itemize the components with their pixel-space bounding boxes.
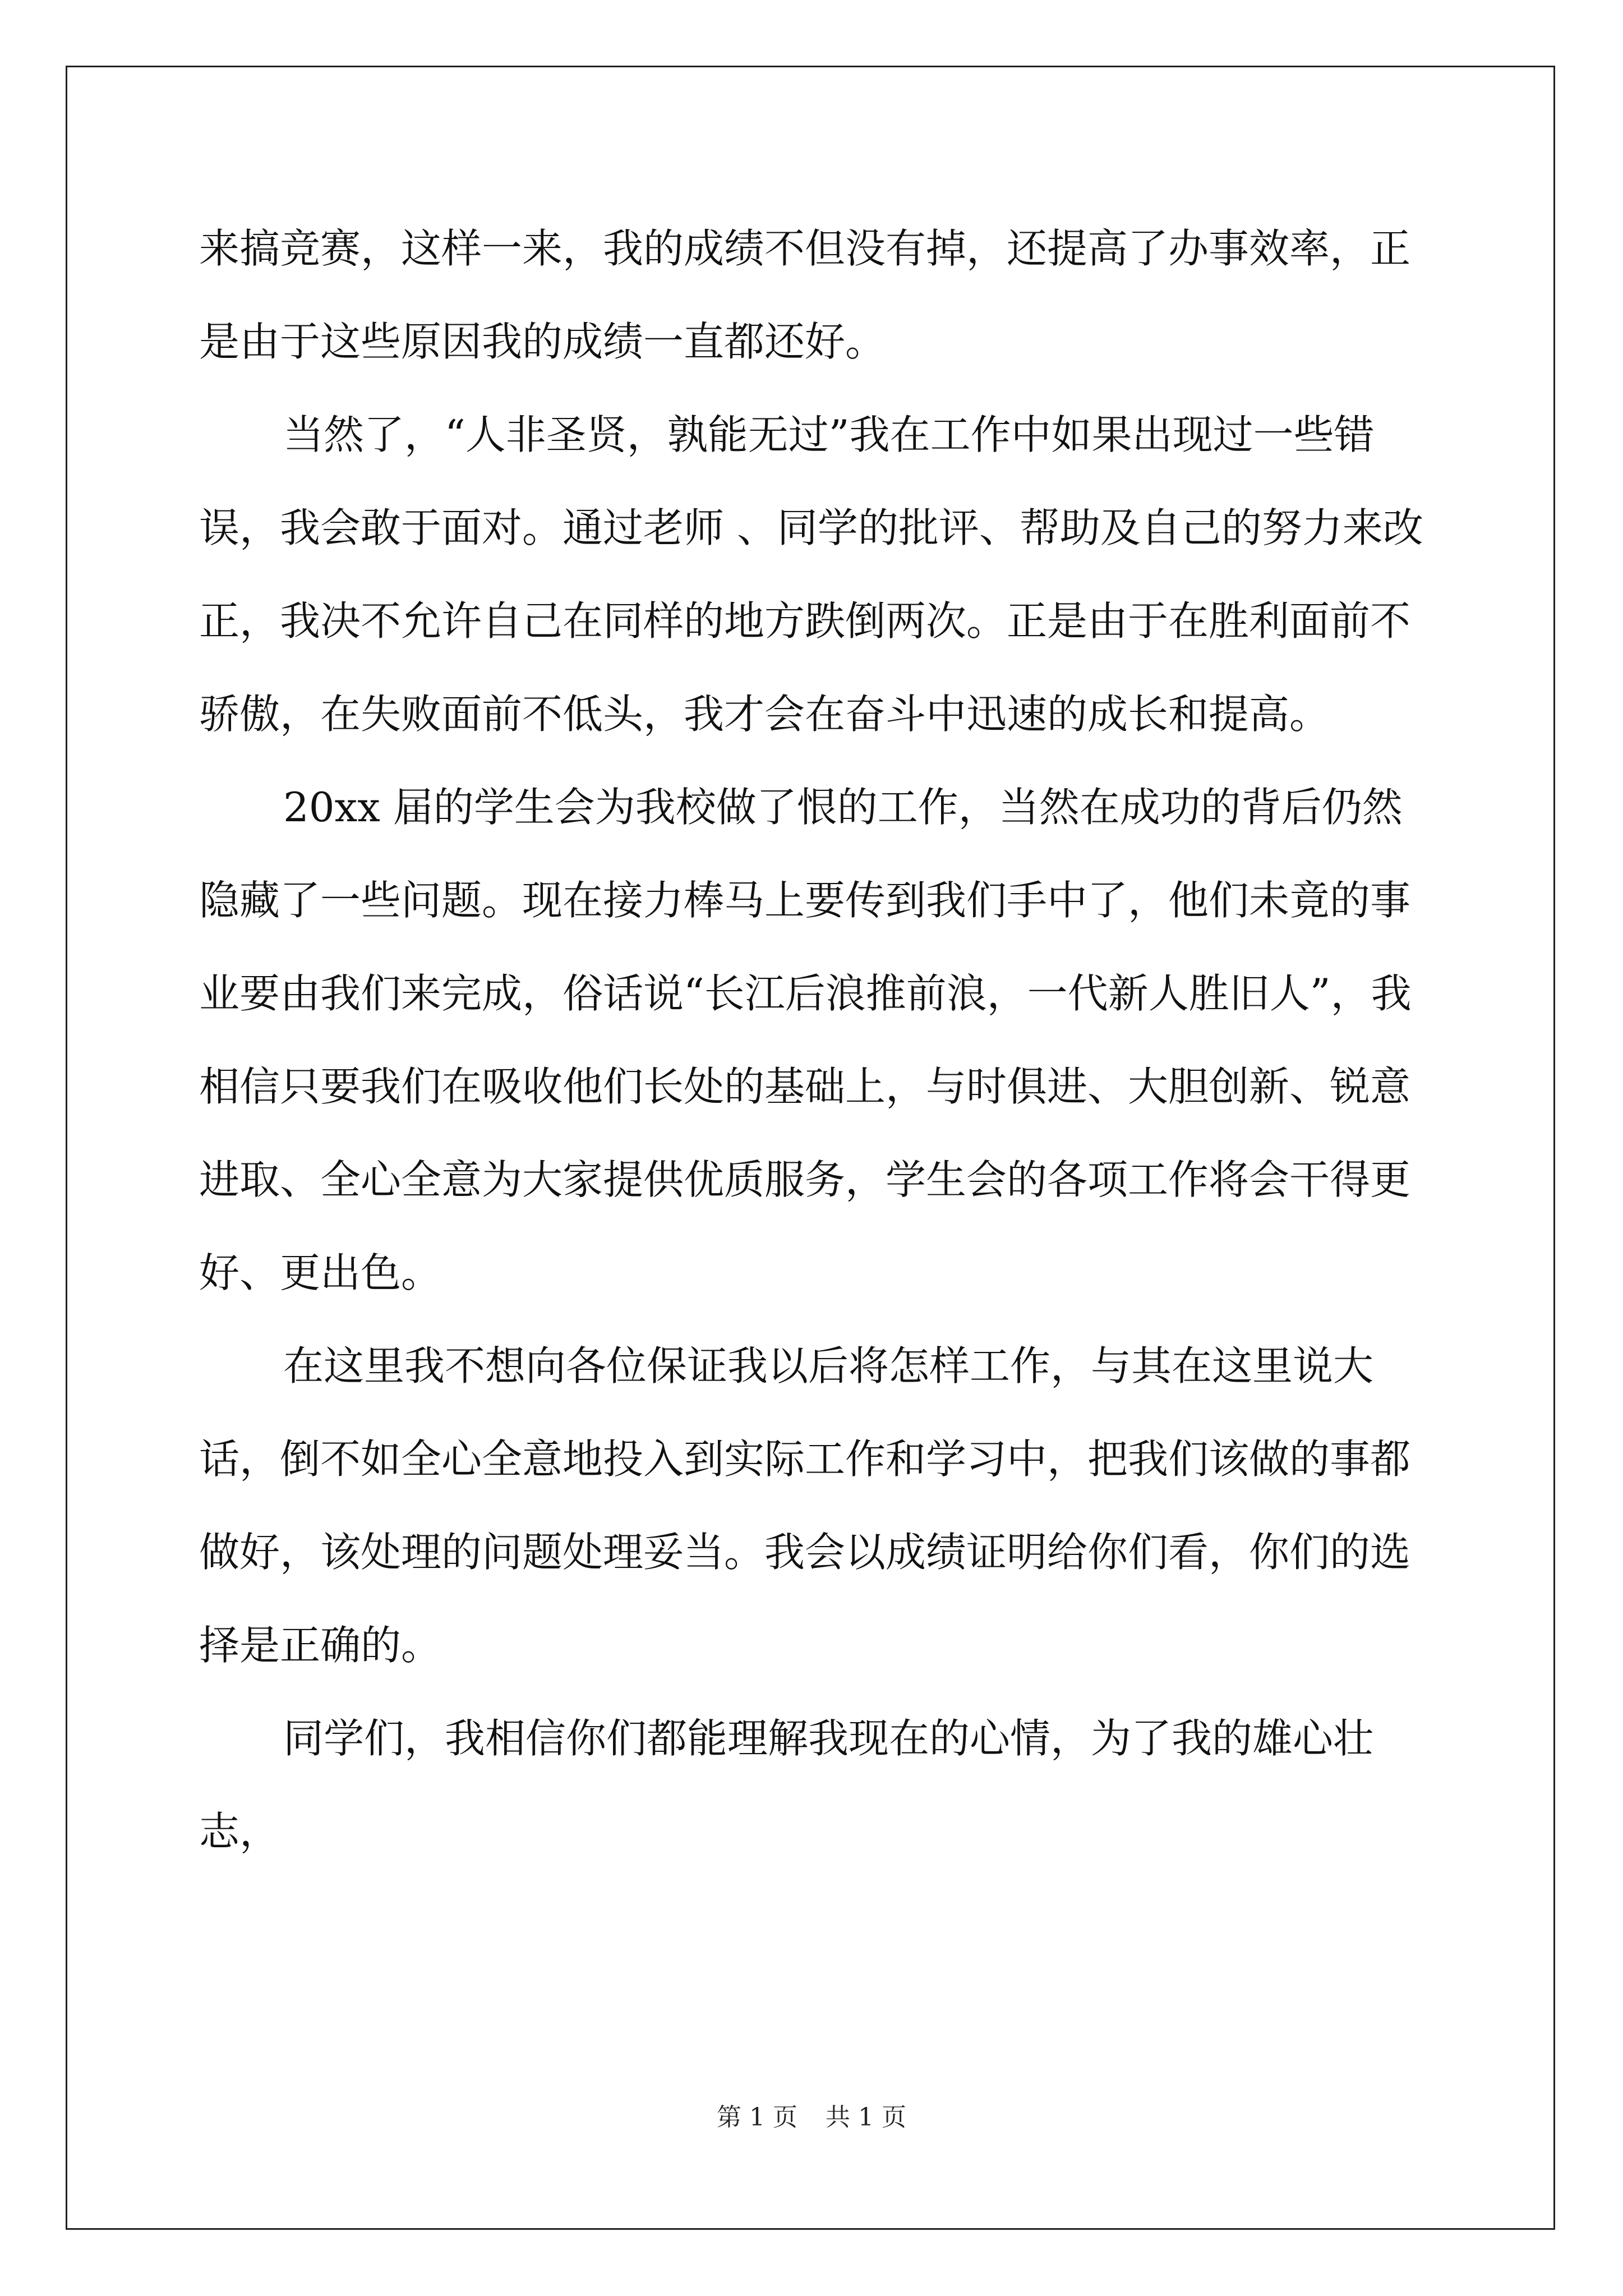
paragraph-4: 在这里我不想向各位保证我以后将怎样工作，与其在这里说大话，倒不如全心全意地投入到实际工作和学习中，把我们该做的事都做好，该处理的问题处理妥当。我会以成绩证明给你们看，你们的选择是正确的。 — [199, 1342, 1411, 1669]
paragraph-5: 同学们，我相信你们都能理解我现在的心情，为了我的雄心壮志， — [199, 1715, 1374, 1855]
page-footer — [0, 2101, 1623, 2134]
page-number: 第 1 页 — [717, 2103, 797, 2132]
paragraph-1: 来搞竞赛，这样一来，我的成绩不但没有掉，还提高了办事效率，正是由于这些原因我的成绩一直都还好。 — [199, 225, 1411, 365]
page-total: 共 1 页 — [826, 2103, 906, 2132]
document-body — [199, 202, 1425, 1878]
paragraph-3: 20xx 届的学生会为我校做了恨的工作，当然在成功的背后仍然隐藏了一些问题。现在接力棒马上要传到我们手中了，他们未竟的事业要由我们来完成，俗话说“长江后浪推前浪，一代新人胜旧人”，我相信只要我们在吸收他们长处的基础上，与时俱进、大胆创新、锐意进取、全心全意为大家提供优质服务，学生会的各项工作将会干得更好、更出色。 — [199, 784, 1412, 1296]
paragraph-2: 当然了，“人非圣贤，孰能无过”我在工作中如果出现过一些错误，我会敢于面对。通过老师 、同学的批评、帮助及自己的努力来改正，我决不允许自己在同样的地方跌倒两次。正是由于在胜利面前不骄傲，在失败面前不低头，我才会在奋斗中迅速的成长和提高。 — [199, 411, 1423, 738]
